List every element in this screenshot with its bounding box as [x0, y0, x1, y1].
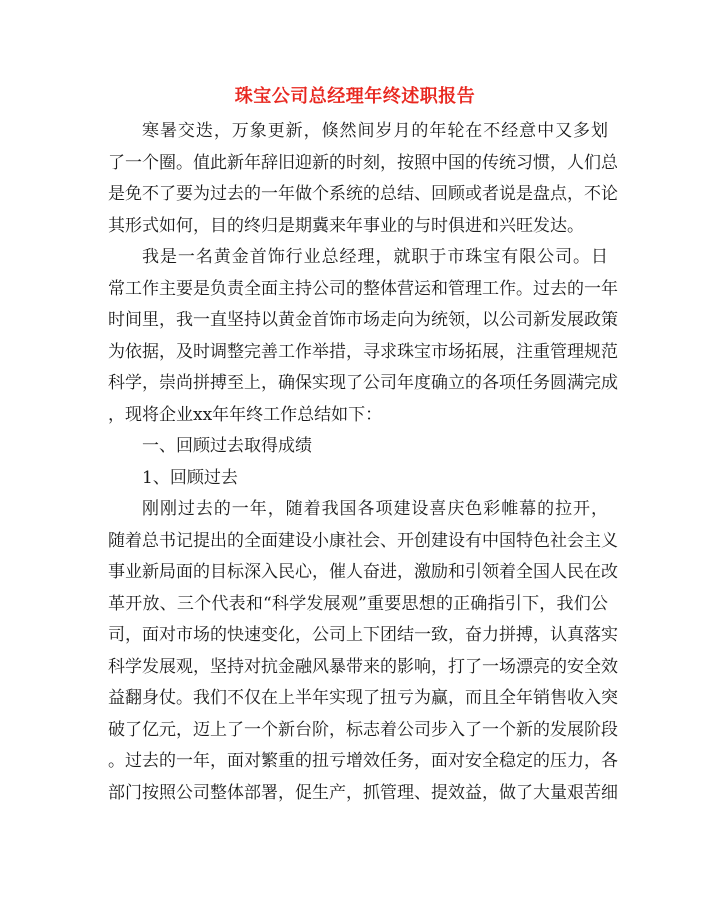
paragraph-line: 时间里，我一直坚持以黄金首饰市场走向为统领，以公司新发展政策: [108, 310, 618, 330]
paragraph-line: 司，面对市场的快速变化，公司上下团结一致，奋力拼搏，认真落实: [108, 625, 618, 645]
paragraph-line: 革开放、三个代表和“科学发展观”重要思想的正确指引下，我们公: [108, 593, 608, 614]
paragraph-line: 科学，崇尚拼搏至上，确保实现了公司年度确立的各项任务圆满完成: [108, 373, 618, 393]
paragraph-line: 常工作主要是负责全面主持公司的整体营运和管理工作。过去的一年: [108, 278, 618, 299]
paragraph-line: 其形式如何，目的终归是期冀来年事业的与时俱进和兴旺发达。: [108, 215, 584, 236]
paragraph-line: 益翻身仗。我们不仅在上半年实现了扭亏为赢，而且全年销售收入突: [108, 688, 618, 708]
paragraph-line: 了一个圈。值此新年辞旧迎新的时刻，按照中国的传统习惯，人们总: [108, 152, 618, 173]
paragraph-line: ，现将企业xx年年终工作总结如下：: [108, 404, 383, 425]
paragraph-line: 事业新局面的目标深入民心，催人奋进，激励和引领着全国人民在改: [108, 562, 618, 582]
paragraph-line: 破了亿元，迈上了一个新台阶，标志着公司步入了一个新的发展阶段: [108, 719, 618, 740]
paragraph-line: 科学发展观，坚持对抗金融风暴带来的影响，打了一场漂亮的安全效: [108, 656, 618, 677]
paragraph-line: 是免不了要为过去的一年做个系统的总结、回顾或者说是盘点，不论: [108, 184, 618, 204]
document-title: 珠宝公司总经理年终述职报告: [234, 86, 476, 107]
paragraph-line: 寒暑交迭，万象更新，倏然间岁月的年轮在不经意中又多划: [142, 121, 608, 141]
paragraph-line: 我是一名黄金首饰行业总经理，就职于市珠宝有限公司。日: [142, 247, 608, 267]
paragraph-line: 部门按照公司整体部署，促生产，抓管理、提效益，做了大量艰苦细: [108, 782, 618, 803]
paragraph-line: 刚刚过去的一年，随着我国各项建设喜庆色彩帷幕的拉开，: [142, 499, 608, 519]
subsection-heading: 1、回顾过去: [142, 467, 238, 488]
document-body: [108, 116, 618, 809]
paragraph-line: 随着总书记提出的全面建设小康社会、开创建设有中国特色社会主义: [108, 530, 618, 551]
section-heading: 一、回顾过去取得成绩: [142, 436, 312, 456]
paragraph-line: 为依据，及时调整完善工作举措，寻求珠宝市场拓展，注重管理规范: [108, 341, 618, 362]
paragraph-line: 。过去的一年，面对繁重的扭亏增效任务，面对安全稳定的压力，各: [108, 751, 618, 771]
